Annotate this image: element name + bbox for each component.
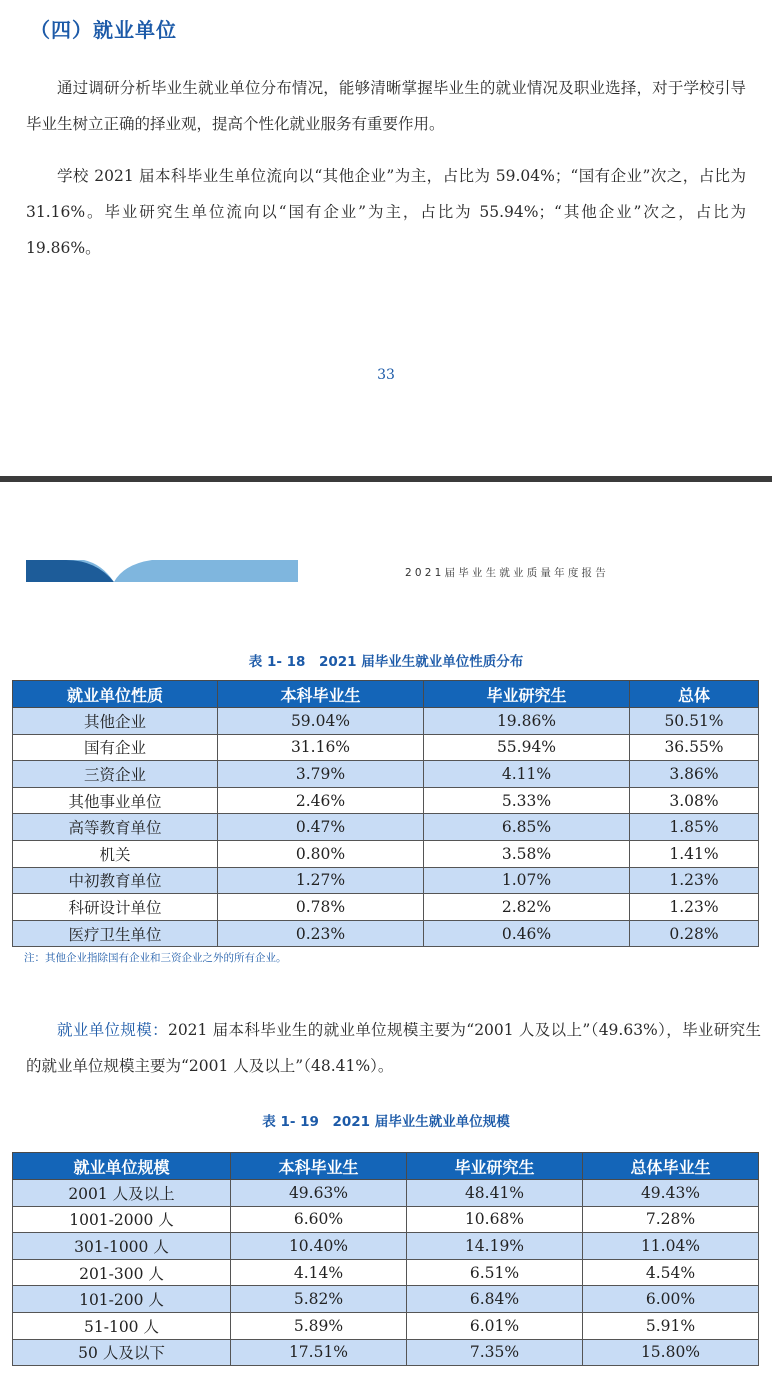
table-cell: 0.28% [630,920,759,947]
table-row [13,1233,759,1260]
table-cell: 国有企业 [13,734,218,761]
table-cell: 1.23% [630,894,759,921]
table-cell: 3.08% [630,787,759,814]
table-cell: 三资企业 [13,761,218,788]
section-title: （四）就业单位 [30,18,177,42]
table-cell: 4.14% [231,1259,407,1286]
table-cell: 6.84% [407,1286,583,1313]
table-row [13,1312,759,1339]
page-number: 33 [377,367,395,383]
table-cell: 3.58% [424,840,630,867]
page-divider [0,476,772,482]
table-cell: 6.51% [407,1259,583,1286]
table-cell: 0.23% [218,920,424,947]
report-header-title: 2021届毕业生就业质量年度报告 [405,567,609,579]
table-row [13,1259,759,1286]
table-cell: 5.89% [231,1312,407,1339]
table-row [13,1339,759,1366]
table-cell: 5.91% [583,1312,759,1339]
table-cell: 6.60% [231,1206,407,1233]
column-header: 就业单位性质 [13,681,218,708]
table-cell: 31.16% [218,734,424,761]
table-row [13,840,759,867]
table-cell: 201-300 人 [13,1259,231,1286]
table-cell: 1.85% [630,814,759,841]
table-cell: 2001 人及以上 [13,1180,231,1207]
table-cell: 0.80% [218,840,424,867]
table-cell: 50.51% [630,708,759,735]
table-cell: 6.85% [424,814,630,841]
table-cell: 科研设计单位 [13,894,218,921]
table-cell: 1.07% [424,867,630,894]
unit-flow-paragraph: 学校 2021 届本科毕业生单位流向以“其他企业”为主，占比为 59.04%；“国有企业”次之，占比为 31.16%。毕业研究生单位流向以“国有企业”为主，占比为 55.94%；“其他企业”次之，占比为 19.86%。 [26,167,746,257]
table-header-row [13,1153,759,1180]
table-cell: 51-100 人 [13,1312,231,1339]
column-header: 本科毕业生 [218,681,424,708]
unit-scale-table [12,1152,759,1366]
table1-footnote: 注：其他企业指除国有企业和三资企业之外的所有企业。 [24,952,287,964]
unit-scale-paragraph [26,1012,761,1084]
table-cell: 2.46% [218,787,424,814]
table-cell: 1001-2000 人 [13,1206,231,1233]
table-cell: 1.41% [630,840,759,867]
table-row [13,787,759,814]
table-cell: 15.80% [583,1339,759,1366]
column-header: 毕业研究生 [407,1153,583,1180]
column-header: 总体毕业生 [583,1153,759,1180]
table-cell: 10.40% [231,1233,407,1260]
table-cell: 1.27% [218,867,424,894]
table-cell: 其他事业单位 [13,787,218,814]
table-cell: 0.46% [424,920,630,947]
unit-nature-table [12,680,759,947]
table-row [13,894,759,921]
table-row [13,920,759,947]
table-cell: 2.82% [424,894,630,921]
table-cell: 14.19% [407,1233,583,1260]
table-cell: 医疗卫生单位 [13,920,218,947]
table-cell: 0.47% [218,814,424,841]
table2-caption: 表 1- 19 2021 届毕业生就业单位规模 [262,1114,510,1130]
table-cell: 3.86% [630,761,759,788]
table-cell: 59.04% [218,708,424,735]
table-cell: 36.55% [630,734,759,761]
table1-caption: 表 1- 18 2021 届毕业生就业单位性质分布 [248,654,524,670]
table-cell: 19.86% [424,708,630,735]
table-cell: 50 人及以下 [13,1339,231,1366]
table-row [13,708,759,735]
table-cell: 11.04% [583,1233,759,1260]
table-cell: 301-1000 人 [13,1233,231,1260]
table-cell: 高等教育单位 [13,814,218,841]
table-cell: 3.79% [218,761,424,788]
table-row [13,1180,759,1207]
table-row [13,814,759,841]
table-cell: 49.63% [231,1180,407,1207]
table-cell: 6.00% [583,1286,759,1313]
table-cell: 7.35% [407,1339,583,1366]
intro-paragraph: 通过调研分析毕业生就业单位分布情况，能够清晰掌握毕业生的就业情况及职业选择，对于学校引导毕业生树立正确的择业观，提高个性化就业服务有重要作用。 [26,79,746,133]
table-row [13,761,759,788]
table-cell: 101-200 人 [13,1286,231,1313]
column-header: 毕业研究生 [424,681,630,708]
table-cell: 4.11% [424,761,630,788]
table-cell: 1.23% [630,867,759,894]
unit-scale-body: 2021 届本科毕业生的就业单位规模主要为“2001 人及以上”（49.63%），毕业研究生的就业单位规模主要为“2001 人及以上”（48.41%）。 [26,1021,761,1075]
table-header-row [13,681,759,708]
table-cell: 5.82% [231,1286,407,1313]
table-cell: 10.68% [407,1206,583,1233]
table-cell: 4.54% [583,1259,759,1286]
table-cell: 7.28% [583,1206,759,1233]
table-row [13,1286,759,1313]
table-cell: 机关 [13,840,218,867]
table-cell: 0.78% [218,894,424,921]
column-header: 就业单位规模 [13,1153,231,1180]
column-header: 本科毕业生 [231,1153,407,1180]
table-cell: 55.94% [424,734,630,761]
table-cell: 6.01% [407,1312,583,1339]
table-cell: 其他企业 [13,708,218,735]
table-cell: 17.51% [231,1339,407,1366]
table-row [13,1206,759,1233]
table-row [13,867,759,894]
table-cell: 49.43% [583,1180,759,1207]
unit-scale-lead: 就业单位规模： [57,1021,168,1039]
table-row [13,734,759,761]
table-cell: 48.41% [407,1180,583,1207]
table-cell: 中初教育单位 [13,867,218,894]
header-decoration-band [26,560,298,582]
table-cell: 5.33% [424,787,630,814]
column-header: 总体 [630,681,759,708]
